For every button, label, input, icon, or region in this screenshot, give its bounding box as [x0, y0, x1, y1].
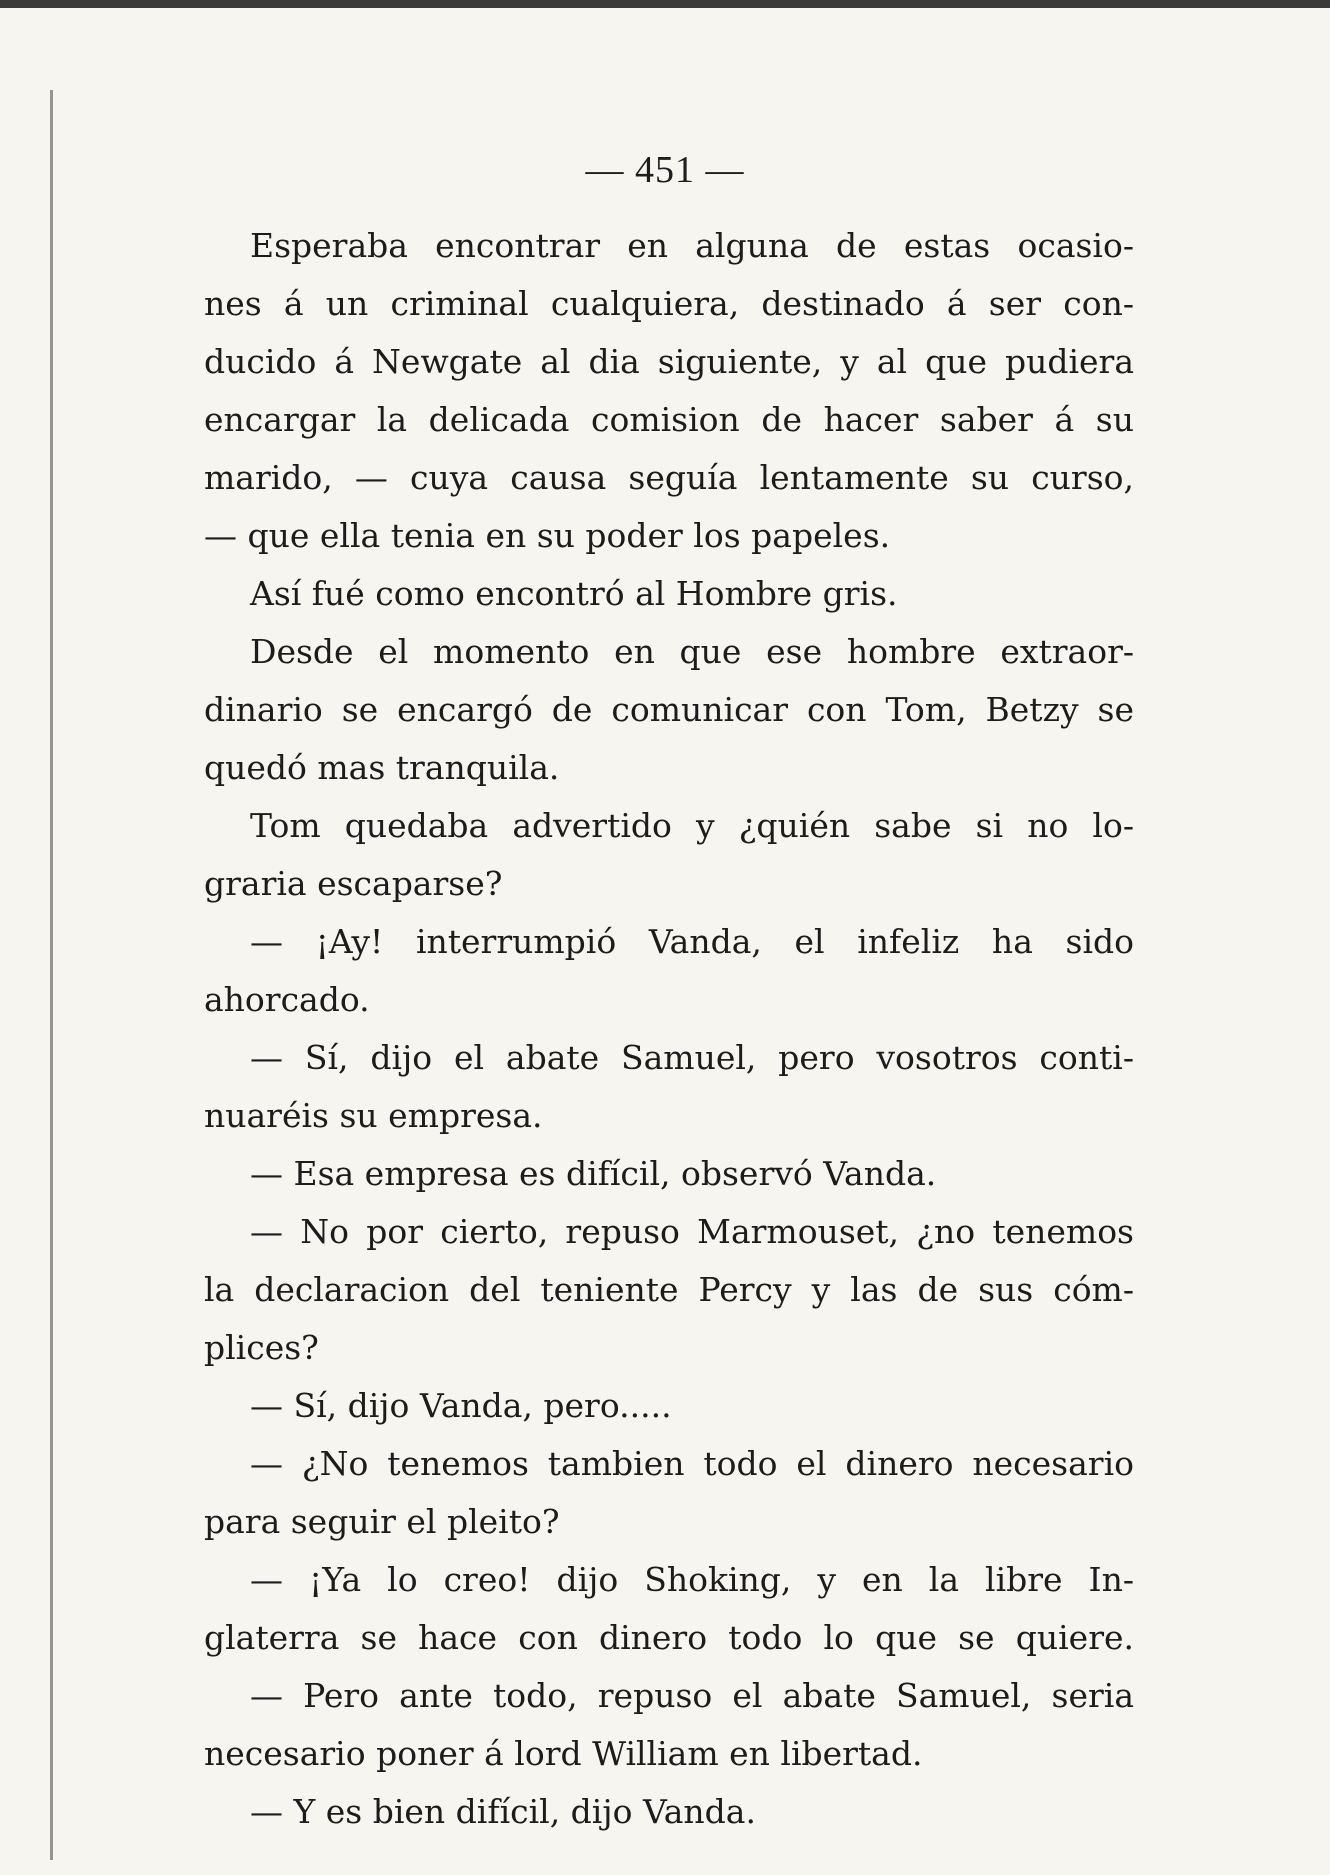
text-line: — No por cierto, repuso Marmouset, ¿no tenemos [250, 1212, 1134, 1251]
text-line: ahorcado. [204, 980, 370, 1019]
text-line: — Sí, dijo Vanda, pero..... [250, 1386, 672, 1425]
text-line: Desde el momento en que ese hombre extraor- [250, 632, 1134, 671]
text-line: — Esa empresa es difícil, observó Vanda. [250, 1154, 937, 1193]
page-top-edge [0, 0, 1330, 8]
text-line: glaterra se hace con dinero todo lo que se quiere. [204, 1618, 1134, 1657]
body-text [204, 217, 1134, 1841]
text-line: nuaréis su empresa. [204, 1096, 543, 1135]
text-line: encargar la delicada comision de hacer saber á su [204, 400, 1134, 439]
text-line: quedó mas tranquila. [204, 748, 560, 787]
text-line: plices? [204, 1328, 319, 1367]
text-line: Tom quedaba advertido y ¿quién sabe si no lo- [250, 806, 1134, 845]
text-line: nes á un criminal cualquiera, destinado á ser con- [204, 284, 1134, 323]
text-line: — que ella tenia en su poder los papeles. [204, 516, 891, 555]
text-line: Esperaba encontrar en alguna de estas ocasio- [250, 226, 1134, 265]
text-line: la declaracion del teniente Percy y las de sus cóm- [204, 1270, 1134, 1309]
binding-edge [50, 90, 53, 1860]
text-line: necesario poner á lord William en libertad. [204, 1734, 923, 1773]
text-line: para seguir el pleito? [204, 1502, 560, 1541]
text-line: — Pero ante todo, repuso el abate Samuel, seria [250, 1676, 1134, 1715]
text-line: — Sí, dijo el abate Samuel, pero vosotros conti- [250, 1038, 1134, 1077]
text-line: — ¡Ya lo creo! dijo Shoking, y en la libre In- [250, 1560, 1134, 1599]
text-line: — ¡Ay! interrumpió Vanda, el infeliz ha sido [250, 922, 1134, 961]
text-line: graria escaparse? [204, 864, 503, 903]
page-number: — 451 — [585, 149, 745, 191]
text-line: — Y es bien difícil, dijo Vanda. [250, 1792, 756, 1831]
text-line: dinario se encargó de comunicar con Tom, Betzy se [204, 690, 1134, 729]
text-line: ducido á Newgate al dia siguiente, y al que pudiera [204, 342, 1134, 381]
text-line: — ¿No tenemos tambien todo el dinero necesario [250, 1444, 1134, 1483]
text-line: Así fué como encontró al Hombre gris. [250, 574, 898, 613]
text-line: marido, — cuya causa seguía lentamente su curso, [204, 458, 1134, 497]
